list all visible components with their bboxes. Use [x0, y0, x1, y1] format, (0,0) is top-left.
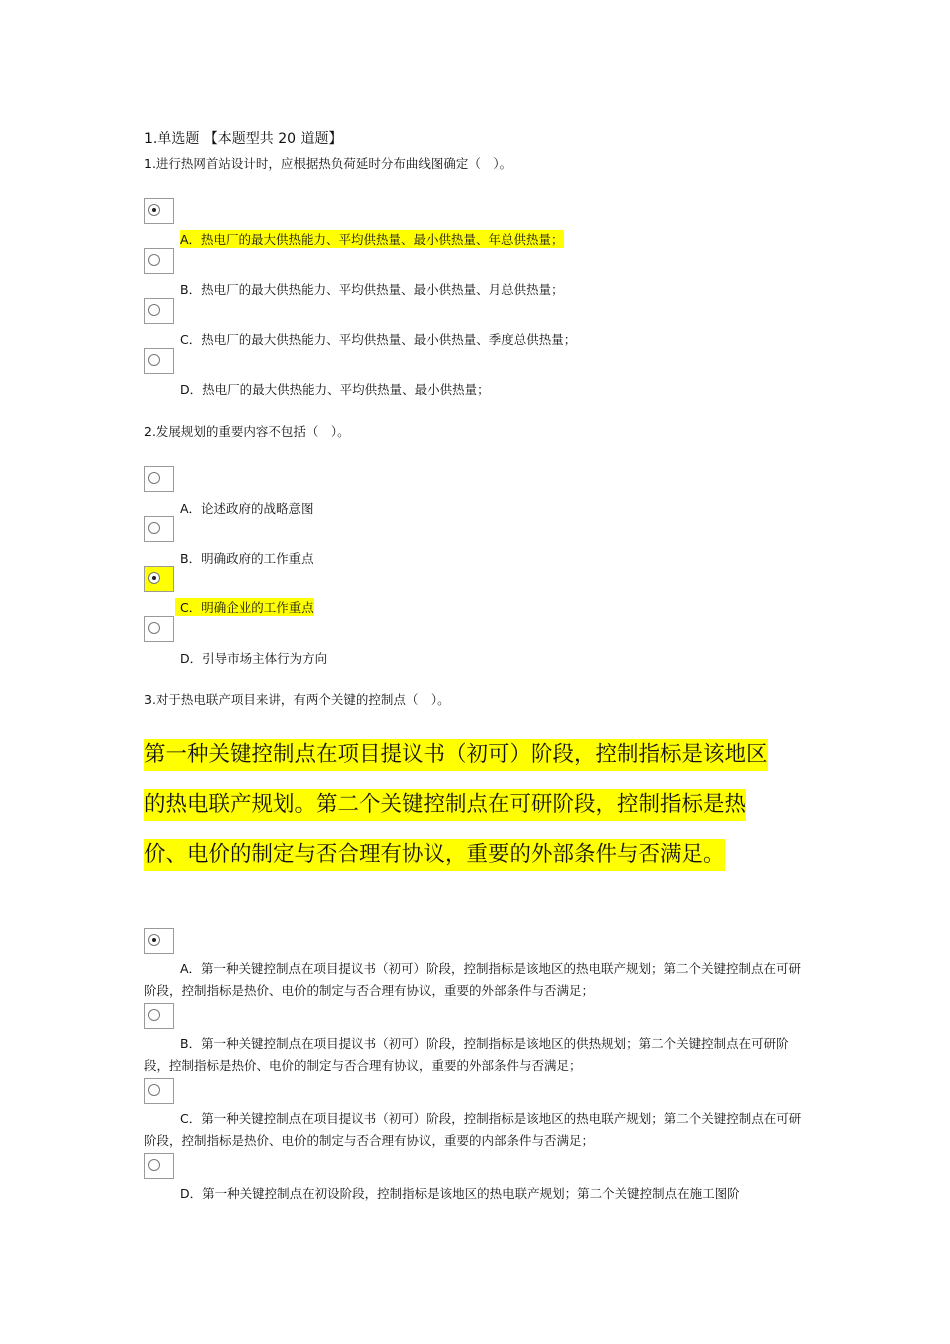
radio-unchecked-icon: [148, 1159, 160, 1171]
q1-option-c-label[interactable]: C．热电厂的最大供热能力、平均供热量、最小供热量、季度总供热量；: [180, 332, 577, 347]
q2-option-d-radio[interactable]: [144, 616, 174, 642]
answer-note-line-2: 的热电联产规划。第二个关键控制点在可研阶段，控制指标是热: [144, 789, 746, 821]
radio-unchecked-icon: [148, 354, 160, 366]
q1-option-c-radio[interactable]: [144, 298, 174, 324]
question-2-text: 2.发展规划的重要内容不包括（ ）。: [144, 424, 350, 439]
section-title: 1.单选题 【本题型共 20 道题】: [144, 131, 343, 147]
q3-option-a-radio[interactable]: [144, 928, 174, 954]
q2-option-b-label[interactable]: B．明确政府的工作重点: [180, 551, 314, 566]
q1-option-b-radio[interactable]: [144, 248, 174, 274]
radio-checked-icon: [148, 934, 160, 946]
radio-unchecked-icon: [148, 1084, 160, 1096]
question-1-text: 1.进行热网首站设计时，应根据热负荷延时分布曲线图确定（ ）。: [144, 156, 513, 171]
q2-option-b-radio[interactable]: [144, 516, 174, 542]
answer-note-line-3: 价、电价的制定与否合理有协议，重要的外部条件与否满足。: [144, 839, 725, 871]
q2-option-a-radio[interactable]: [144, 466, 174, 492]
radio-unchecked-icon: [148, 622, 160, 634]
q2-option-a-label[interactable]: A．论述政府的战略意图: [180, 501, 314, 516]
radio-checked-icon: [148, 204, 160, 216]
q1-option-a-radio[interactable]: [144, 198, 174, 224]
q3-option-d-label[interactable]: D．第一种关键控制点在初设阶段，控制指标是该地区的热电联产规划；第二个关键控制点在施工图阶: [180, 1186, 740, 1201]
q1-option-d-label[interactable]: D．热电厂的最大供热能力、平均供热量、最小供热量；: [180, 382, 490, 397]
q2-option-c-radio[interactable]: [144, 566, 174, 592]
q3-option-b-label[interactable]: B．第一种关键控制点在项目提议书（初可）阶段，控制指标是该地区的供热规划；第二个关键控制点在可研阶段，控制指标是热价、电价的制定与否合理有协议，重要的外部条件与否满足；: [144, 1036, 789, 1073]
q3-option-b-radio[interactable]: [144, 1003, 174, 1029]
radio-checked-icon: [148, 572, 160, 584]
q2-option-c-label[interactable]: C．明确企业的工作重点: [175, 598, 314, 616]
radio-unchecked-icon: [148, 522, 160, 534]
q1-option-a-label[interactable]: A．热电厂的最大供热能力、平均供热量、最小供热量、年总供热量；: [180, 232, 564, 247]
q1-option-d-radio[interactable]: [144, 348, 174, 374]
q1-option-b-label[interactable]: B．热电厂的最大供热能力、平均供热量、最小供热量、月总供热量；: [180, 282, 564, 297]
answer-note-line-1: 第一种关键控制点在项目提议书（初可）阶段，控制指标是该地区: [144, 739, 768, 771]
question-3-text: 3.对于热电联产项目来讲，有两个关键的控制点（ ）。: [144, 692, 450, 707]
radio-unchecked-icon: [148, 304, 160, 316]
radio-unchecked-icon: [148, 254, 160, 266]
q3-option-c-radio[interactable]: [144, 1078, 174, 1104]
q3-option-a-label[interactable]: A．第一种关键控制点在项目提议书（初可）阶段，控制指标是该地区的热电联产规划；第二个关键控制点在可研阶段，控制指标是热价、电价的制定与否合理有协议，重要的外部条件与否满足；: [144, 961, 802, 998]
q3-option-c-label[interactable]: C．第一种关键控制点在项目提议书（初可）阶段，控制指标是该地区的热电联产规划；第二个关键控制点在可研阶段，控制指标是热价、电价的制定与否合理有协议，重要的内部条件与否满足；: [144, 1111, 802, 1148]
radio-unchecked-icon: [148, 472, 160, 484]
q2-option-d-label[interactable]: D．引导市场主体行为方向: [180, 651, 328, 666]
q3-option-d-radio[interactable]: [144, 1153, 174, 1179]
radio-unchecked-icon: [148, 1009, 160, 1021]
